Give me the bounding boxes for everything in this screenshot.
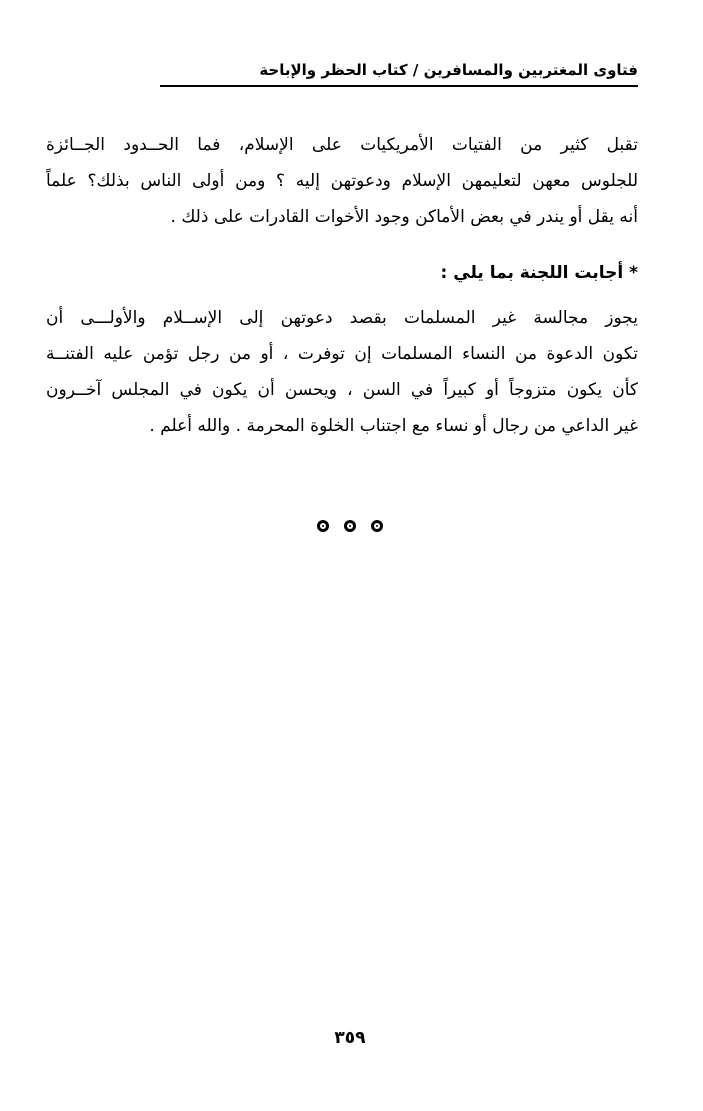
question-paragraph [46,127,638,235]
answer-line: كأن يكون متزوجاً أو كبيراً في السن ، ويحسن أن يكون في المجلس آخــرون [46,380,638,400]
header-rule [160,85,638,87]
answer-line: غير الداعي من رجال أو نساء مع اجتناب الخلوة المحرمة . والله أعلم . [149,416,638,436]
question-line: تقبل كثير من الفتيات الأمريكيات على الإسلام، فما الحــدود الجــائزة [46,135,638,155]
answer-line: يجوز مجالسة غير المسلمات بقصد دعوتهن إلى الإســلام والأولـــى أن [46,308,638,328]
answer-paragraph [46,300,638,444]
question-line: أنه يقل أو يندر في بعض الأماكن وجود الأخوات القادرات على ذلك . [170,207,638,227]
ornament-icon [344,520,356,532]
answer-heading: * أجابت اللجنة بما يلي : [440,263,638,283]
page-number: ٣٥٩ [334,1028,366,1048]
running-header: فتاوى المغتربين والمسافرين / كتاب الحظر والإباحة [259,61,638,79]
ornament-icon [371,520,383,532]
ornament-icon [317,520,329,532]
question-line: للجلوس معهن لتعليمهن الإسلام ودعوتهن إليه ؟ ومن أولى الناس بذلك؟ علماً [46,171,638,191]
answer-line: تكون الدعوة من النساء المسلمات إن توفرت ، أو من رجل تؤمن عليه الفتنــة [46,344,638,364]
section-separator [300,515,400,534]
